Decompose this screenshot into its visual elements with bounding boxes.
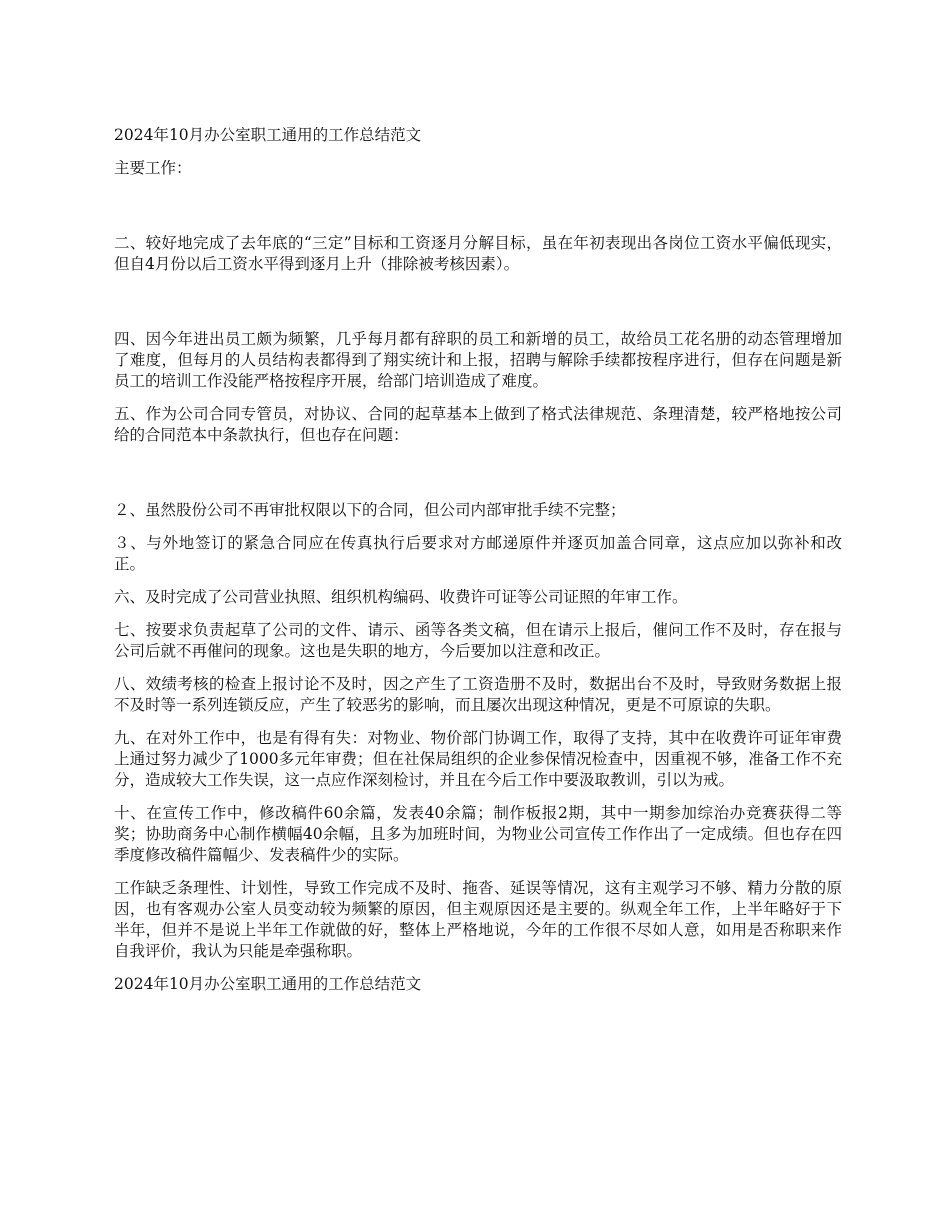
paragraph-5: 五、作为公司合同专管员，对协议、合同的起草基本上做到了格式法律规范、条理清楚，较严格地按公司给的合同范本中条款执行，但也存在问题： bbox=[114, 405, 842, 444]
paragraph-8: 八、效绩考核的检查上报讨论不及时，因之产生了工资造册不及时，数据出台不及时，导致财务数据上报不及时等一系列连锁反应，产生了较恶劣的影响，而且屡次出现这种情况，更是不可原谅的失职。 bbox=[114, 675, 842, 714]
paragraph-10: 十、在宣传工作中，修改稿件60余篇，发表40余篇；制作板报2期，其中一期参加综治办竞赛获得二等奖；协助商务中心制作横幅40余幅，且多为加班时间，为物业公司宣传工作作出了一定成绩。但也存在四季度修改稿件篇幅少、发表稿件少的实际。 bbox=[114, 804, 842, 864]
paragraph-5-item-2: ２、虽然股份公司不再审批权限以下的合同，但公司内部审批手续不完整； bbox=[114, 501, 626, 519]
paragraph-7: 七、按要求负责起草了公司的文件、请示、函等各类文稿，但在请示上报后，催问工作不及时，存在报与公司后就不再催问的现象。这也是失职的地方，今后要加以注意和改正。 bbox=[114, 621, 842, 660]
paragraph-summary: 工作缺乏条理性、计划性，导致工作完成不及时、拖沓、延误等情况，这有主观学习不够、精力分散的原因，也有客观办公室人员变动较为频繁的原因，但主观原因还是主要的。纵观全年工作，上半年略好于下半年，但并不是说上半年工作就做的好，整体上严格地说，今年的工作很不尽如人意，如用是否称职来作自我评价，我认为只能是牵强称职。 bbox=[114, 879, 842, 960]
document-body bbox=[114, 125, 842, 1007]
paragraph-6: 六、及时完成了公司营业执照、组织机构编码、收费许可证等公司证照的年审工作。 bbox=[114, 588, 688, 606]
section-intro: 主要工作： bbox=[114, 159, 192, 177]
paragraph-4: 四、因今年进出员工颇为频繁，几乎每月都有辞职的员工和新增的员工，故给员工花名册的动态管理增加了难度，但每月的人员结构表都得到了翔实统计和上报，招聘与解除手续都按程序进行，但存在问题是新员工的培训工作没能严格按程序开展，给部门培训造成了难度。 bbox=[114, 330, 842, 390]
paragraph-5-item-3: ３、与外地签订的紧急合同应在传真执行后要求对方邮递原件并逐页加盖合同章，这点应加以弥补和改正。 bbox=[114, 534, 842, 573]
document-footer-title: 2024年10月办公室职工通用的工作总结范文 bbox=[114, 975, 422, 993]
paragraph-2: 二、较好地完成了去年底的“三定”目标和工资逐月分解目标，虽在年初表现出各岗位工资水平偏低现实，但自4月份以后工资水平得到逐月上升（排除被考核因素）。 bbox=[114, 234, 842, 273]
document-title: 2024年10月办公室职工通用的工作总结范文 bbox=[114, 126, 422, 144]
paragraph-9: 九、在对外工作中，也是有得有失：对物业、物价部门协调工作，取得了支持，其中在收费许可证年审费上通过努力减少了1000多元年审费；但在社保局组织的企业参保情况检查中，因重视不够，准备工作不充分，造成较大工作失误，这一点应作深刻检讨，并且在今后工作中要汲取教训，引以为戒。 bbox=[114, 729, 842, 789]
